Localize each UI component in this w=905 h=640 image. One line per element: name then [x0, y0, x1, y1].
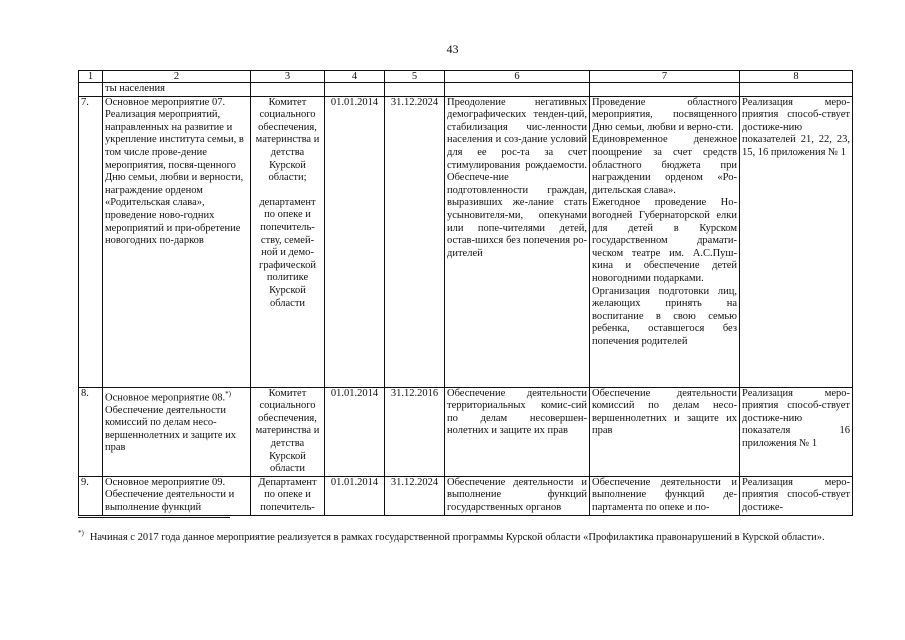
indicators-cell: Реализация меро-приятия способ-ствует достиже-: [740, 476, 853, 515]
event-cell: Основное мероприятие 07. Реализация мероприятий, направленных на развитие и укрепление института семьи, в том числе прове-дение мероприятия, посвя-щенного Дню семьи, любви и верности, награждение орденом «Родительская слава», проведение ново-годних мероприятий и при-обретение новогодних по-дарков: [103, 96, 251, 387]
executor-cell: Комитет социального обеспечения, материнства и детства Курской области: [251, 387, 325, 476]
event-title: Основное мероприятие 08.: [105, 392, 226, 404]
result-cell: Обеспечение деятельности территориальных комис-сий по делам несовершен-нолетних и защите их прав: [445, 387, 590, 476]
footnote-marker: *): [225, 389, 231, 398]
executor-cell: [251, 96, 325, 387]
executor-text: департамент по опеке и попечитель-ству, семей-ной и демо-графической политике Курской области: [259, 196, 316, 309]
direction-item: Проведение областного мероприятия, посвященного Дню семьи, любви и верно-сти.: [592, 96, 737, 133]
end-date: 31.12.2024: [385, 476, 445, 515]
measures-table: [78, 70, 853, 516]
direction-item: Единовременное денежное поощрение за счет средств областного бюджета при награждении орденом «Ро-дительская слава».: [592, 134, 737, 196]
start-date: 01.01.2014: [325, 387, 385, 476]
event-cell: [103, 387, 251, 476]
column-header: 2: [103, 71, 251, 83]
row-number: 9.: [79, 476, 103, 515]
executor-text: Комитет социального обеспечения, материнства и детства Курской области;: [255, 96, 320, 184]
end-date: 31.12.2016: [385, 387, 445, 476]
footnote-mark: *): [78, 529, 84, 537]
row-number: 8.: [79, 387, 103, 476]
result-cell: Преодоление негативных демографических тенден-ций, стабилизация чис-ленности населения и соз-дание условий для ее рос-та за счет стимулирования рождаемости. Обеспече-ние подготовленности граждан, выразивших же-лание стать усыновителя-ми, опекунами или попе-чителями детей, остав-шихся без попечения ро-дителей: [445, 96, 590, 387]
direction-item: Ежегодное проведение Но-вогодней Губернаторской елки для детей в Курском государственном драмати-ческом театре им. А.С.Пуш-кина и обеспечение детей новогодними подарками.: [592, 197, 737, 284]
column-header: 4: [325, 71, 385, 83]
footnote-text: Начиная с 2017 года данное мероприятие реализуется в рамках государственной программы Курской области «Профилактика правонарушений в Курской области».: [89, 531, 825, 543]
end-date: 31.12.2024: [385, 96, 445, 387]
page-number: 43: [446, 42, 459, 56]
indicators-cell: Реализация меро-приятия способ-ствует достиже-нию показателей 21, 22, 23, 15, 16 приложения № 1: [740, 96, 853, 387]
column-header: 7: [590, 71, 740, 83]
start-date: 01.01.2014: [325, 96, 385, 387]
footnote: [78, 527, 848, 544]
directions-cell: Обеспечение деятельности комиссий по делам несо-вершеннолетних и защите их прав: [590, 387, 740, 476]
directions-cell: Обеспечение деятельности и выполнение функций де-партамента по опеке и по-: [590, 476, 740, 515]
column-header-row: [79, 71, 853, 83]
continuation-text: ты населения: [103, 83, 251, 97]
table-row: [79, 387, 853, 476]
table-row: [79, 96, 853, 387]
column-header: 1: [79, 71, 103, 83]
table-row: [79, 476, 853, 515]
column-header: 8: [740, 71, 853, 83]
event-body: Обеспечение деятельности комиссий по делам несо-вершеннолетних и защите их прав: [105, 404, 237, 454]
start-date: 01.01.2014: [325, 476, 385, 515]
result-cell: Обеспечение деятельности и выполнение функций государственных органов: [445, 476, 590, 515]
continuation-row: [79, 83, 853, 97]
column-header: 5: [385, 71, 445, 83]
directions-cell: [590, 96, 740, 387]
column-header: 6: [445, 71, 590, 83]
footnote-divider: [78, 517, 230, 518]
row-number: 7.: [79, 96, 103, 387]
event-cell: Основное мероприятие 09. Обеспечение деятельности и выполнение функций: [103, 476, 251, 515]
indicators-cell: Реализация меро-приятия способ-ствует достиже-нию показателя 16 приложения № 1: [740, 387, 853, 476]
column-header: 3: [251, 71, 325, 83]
executor-cell: Департамент по опеке и попечитель-: [251, 476, 325, 515]
direction-item: Организация подготовки лиц, желающих принять на воспитание в свою семью ребенка, оставшегося без попечения родителей: [592, 285, 737, 347]
